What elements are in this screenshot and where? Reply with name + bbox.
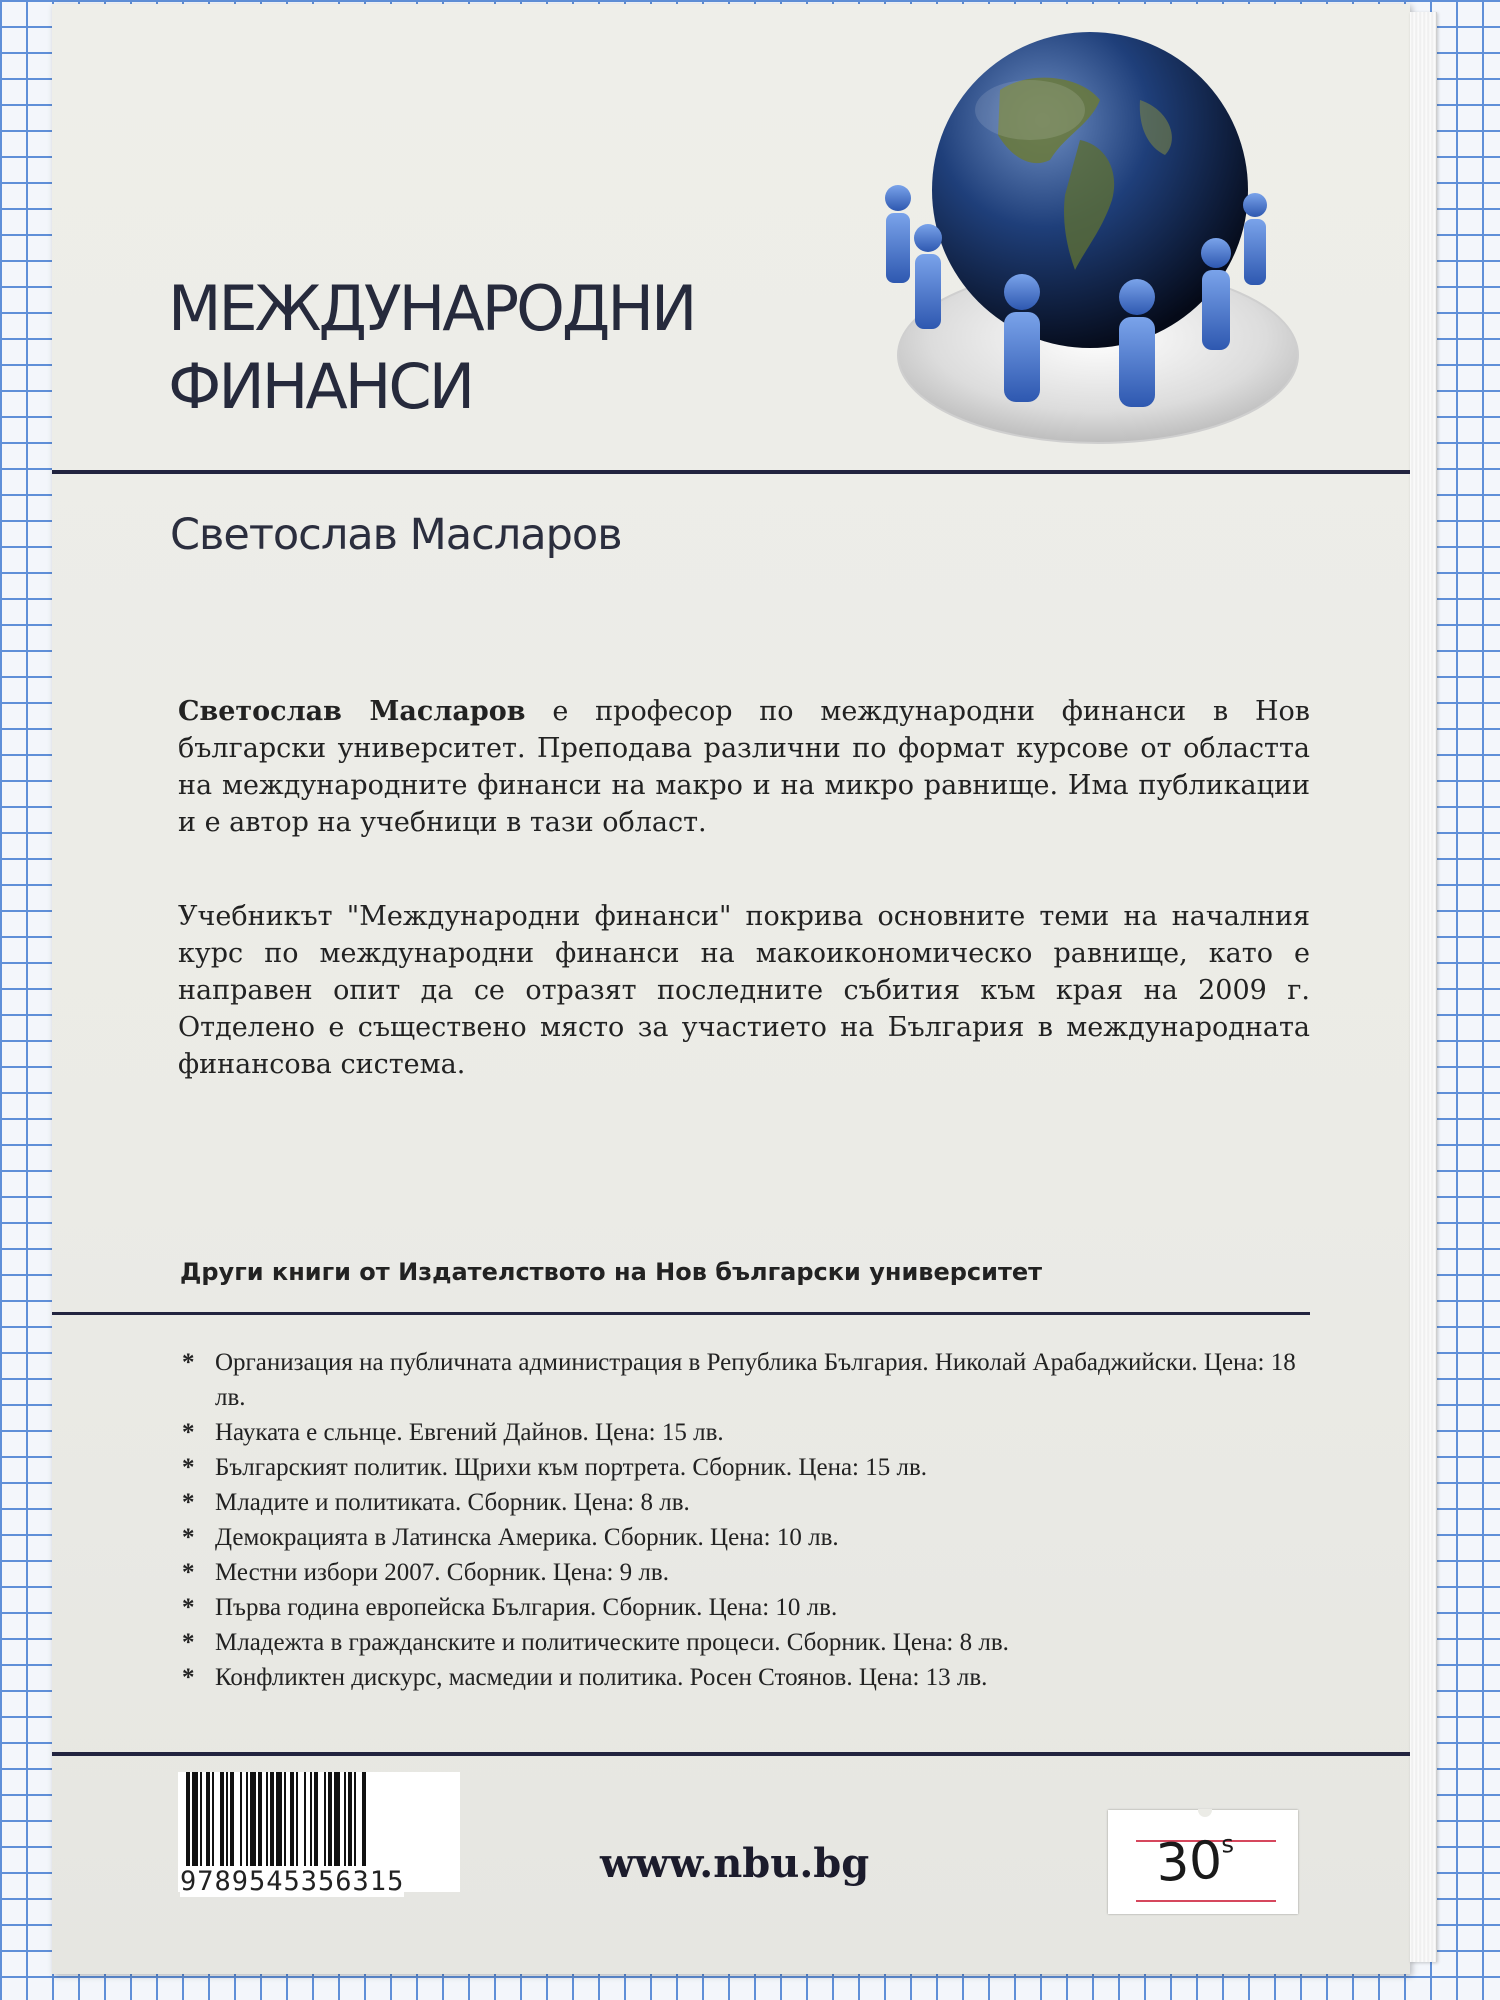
- barcode-bar: [206, 1772, 210, 1868]
- barcode-bar: [240, 1772, 242, 1868]
- author-name: Светослав Масларов: [170, 510, 622, 560]
- barcode-bar: [200, 1772, 202, 1868]
- barcode-bar: [192, 1772, 198, 1868]
- barcode-bar: [220, 1772, 224, 1868]
- list-item: * Демокрацията в Латинска Америка. Сборник. Цена: 10 лв.: [182, 1520, 1302, 1555]
- author-bio: [178, 693, 1310, 841]
- book-title: [168, 270, 694, 426]
- barcode-bar: [310, 1772, 312, 1868]
- barcode-bar: [328, 1772, 332, 1868]
- other-books-list: [182, 1345, 1302, 1695]
- bio-author-bold: Светослав Масларов: [178, 696, 526, 727]
- other-books-heading: Други книги от Издателството на Нов български университет: [180, 1258, 1043, 1286]
- barcode-bar: [354, 1772, 356, 1868]
- barcode-bar: [270, 1772, 274, 1868]
- barcode-bar: [314, 1772, 318, 1868]
- list-item: * Местни избори 2007. Сборник. Цена: 9 лв.: [182, 1555, 1302, 1590]
- globe-illustration: [880, 30, 1300, 450]
- barcode-bar: [250, 1772, 256, 1868]
- barcode-bar: [186, 1772, 190, 1868]
- list-item: * Науката е сльнце. Евгений Дайнов. Цена: 15 лв.: [182, 1415, 1302, 1450]
- list-item: * Първа година европейска България. Сборник. Цена: 10 лв.: [182, 1590, 1302, 1625]
- barcode-bar: [348, 1772, 352, 1868]
- barcode-bar: [226, 1772, 228, 1868]
- sticker-line-bottom: [1136, 1900, 1276, 1902]
- barcode-bar: [230, 1772, 234, 1868]
- barcode-bar: [258, 1772, 262, 1868]
- bio-text: е професор по международни финанси в Нов български университет. Преподава различни по формат курсове от областта на международните финанси на макро и на микро равнище. Има публикации и е автор на учебници в тази област.: [178, 696, 1310, 838]
- page-edges: [1410, 12, 1437, 1962]
- barcode-bar: [284, 1772, 286, 1868]
- price-number: 30: [1154, 1830, 1224, 1895]
- book-title-line1: МЕЖДУНАРОДНИ: [168, 272, 695, 345]
- barcode-bar: [344, 1772, 346, 1868]
- barcode-bar: [290, 1772, 294, 1868]
- list-item: * Организация на публичната администрация в Република България. Николай Арабаджийски. Цена: 18 лв.: [182, 1345, 1302, 1415]
- barcode-bar: [266, 1772, 268, 1868]
- list-item: * Българският политик. Щрихи към портрета. Сборник. Цена: 15 лв.: [182, 1450, 1302, 1485]
- barcode-bar: [362, 1772, 366, 1868]
- isbn-number: 9789545356315: [180, 1866, 405, 1897]
- barcode-bar: [296, 1772, 298, 1868]
- book-title-line2: ФИНАНСИ: [168, 350, 473, 423]
- list-item: * Конфликтен дискурс, масмедии и политика. Росен Стоянов. Цена: 13 лв.: [182, 1660, 1302, 1695]
- divider-bottom: [52, 1752, 1410, 1756]
- barcode-bar: [246, 1772, 248, 1868]
- barcode-bar: [212, 1772, 214, 1868]
- divider-middle: [52, 1312, 1310, 1315]
- divider-top: [52, 470, 1410, 474]
- price-value: [1154, 1830, 1236, 1894]
- sticker-notch: [1198, 1809, 1212, 1817]
- barcode-bar: [304, 1772, 306, 1868]
- barcode-bar: [276, 1772, 282, 1868]
- barcode-bars: [186, 1772, 452, 1868]
- publisher-website: www.nbu.bg: [600, 1840, 870, 1887]
- list-item: * Младежта в гражданските и политическите процеси. Сборник. Цена: 8 лв.: [182, 1625, 1302, 1660]
- barcode-bar: [334, 1772, 340, 1868]
- price-superscript: s: [1220, 1829, 1235, 1859]
- book-description: Учебникът "Международни финанси" покрива основните теми на началния курс по международни финанси на макоикономическо равнище, като е направен опит да се отразят последните събития към края на 2009 г. Отделено е съществено място за участието на България в международната финансова система.: [178, 901, 1310, 1080]
- barcode-bar: [324, 1772, 326, 1868]
- list-item: * Младите и политиката. Сборник. Цена: 8 лв.: [182, 1485, 1302, 1520]
- price-sticker: [1108, 1810, 1298, 1914]
